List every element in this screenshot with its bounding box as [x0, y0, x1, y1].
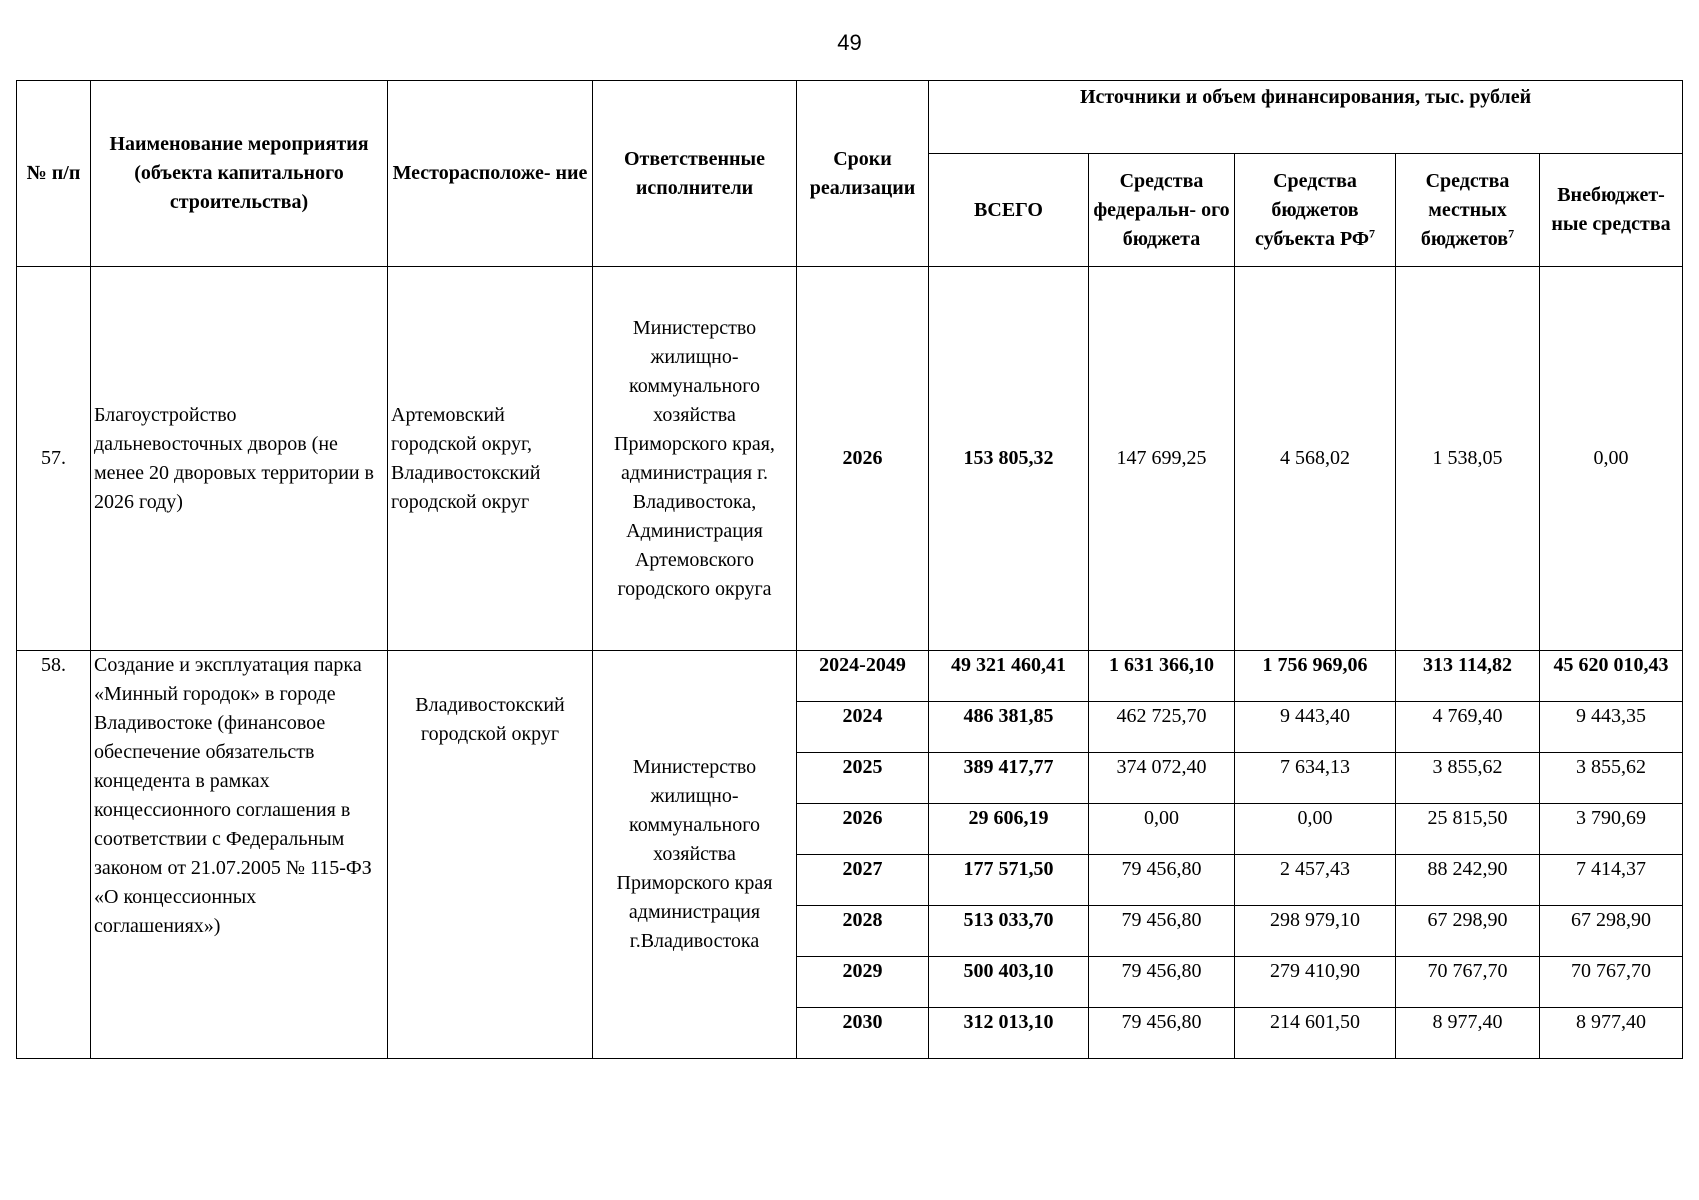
row58-year-4: 2027 [797, 855, 929, 906]
row58-year-5: 2028 [797, 906, 929, 957]
header-subject-footnote: 7 [1369, 225, 1376, 240]
header-num: № п/п [17, 81, 91, 267]
header-local-footnote: 7 [1508, 225, 1515, 240]
row58-local-5: 67 298,90 [1396, 906, 1540, 957]
row57-executors: Министерство жилищно-коммунального хозяйства Приморского края, администрация г. Владивостока, Администрация Артемовского городского округа [593, 267, 797, 651]
row58-federal-4: 79 456,80 [1089, 855, 1235, 906]
row58-federal-6: 79 456,80 [1089, 957, 1235, 1008]
row58-executors: Министерство жилищно-коммунального хозяйства Приморского края администрация г.Владивостока [593, 651, 797, 1059]
row58-offbudget-3: 3 790,69 [1540, 804, 1683, 855]
row58-year-3: 2026 [797, 804, 929, 855]
header-sources: Источники и объем финансирования, тыс. рублей [929, 81, 1683, 154]
row58-local-4: 88 242,90 [1396, 855, 1540, 906]
row57-subject: 4 568,02 [1235, 267, 1396, 651]
table-row-58-0 [17, 651, 1683, 702]
row58-offbudget-7: 8 977,40 [1540, 1008, 1683, 1059]
row57-offbudget: 0,00 [1540, 267, 1683, 651]
row58-subject-7: 214 601,50 [1235, 1008, 1396, 1059]
row58-total-5: 513 033,70 [929, 906, 1089, 957]
row58-year-2: 2025 [797, 753, 929, 804]
header-terms: Сроки реализации [797, 81, 929, 267]
row58-num: 58. [17, 651, 91, 1059]
row57-local: 1 538,05 [1396, 267, 1540, 651]
row58-federal-3: 0,00 [1089, 804, 1235, 855]
row58-offbudget-4: 7 414,37 [1540, 855, 1683, 906]
row58-total-4: 177 571,50 [929, 855, 1089, 906]
row58-subject-1: 9 443,40 [1235, 702, 1396, 753]
page-number: 49 [837, 30, 862, 55]
row58-total-3: 29 606,19 [929, 804, 1089, 855]
row58-subject-5: 298 979,10 [1235, 906, 1396, 957]
header-local [1396, 154, 1540, 267]
row57-num: 57. [17, 267, 91, 651]
row58-offbudget-0: 45 620 010,43 [1540, 651, 1683, 702]
row58-subject-3: 0,00 [1235, 804, 1396, 855]
row58-offbudget-1: 9 443,35 [1540, 702, 1683, 753]
row57-total: 153 805,32 [929, 267, 1089, 651]
row58-offbudget-5: 67 298,90 [1540, 906, 1683, 957]
financing-table [16, 80, 1683, 1059]
row58-total-6: 500 403,10 [929, 957, 1089, 1008]
row58-total-0: 49 321 460,41 [929, 651, 1089, 702]
row57-year: 2026 [797, 267, 929, 651]
table-row-57 [17, 267, 1683, 651]
header-name: Наименование мероприятия (объекта капитального строительства) [91, 81, 388, 267]
header-row-1 [17, 81, 1683, 154]
row58-local-1: 4 769,40 [1396, 702, 1540, 753]
row58-federal-1: 462 725,70 [1089, 702, 1235, 753]
row58-location: Владивостокский городской округ [388, 651, 593, 1059]
header-location: Месторасположе- ние [388, 81, 593, 267]
row58-offbudget-6: 70 767,70 [1540, 957, 1683, 1008]
row57-federal: 147 699,25 [1089, 267, 1235, 651]
row58-subject-6: 279 410,90 [1235, 957, 1396, 1008]
row58-name: Создание и эксплуатация парка «Минный городок» в городе Владивостоке (финансовое обеспечение обязательств концедента в рамках концессионного соглашения в соответствии с Федеральным законом от 21.07.2005 № 115-ФЗ «О концессионных соглашениях») [91, 651, 388, 1059]
row57-name: Благоустройство дальневосточных дворов (не менее 20 дворовых территории в 2026 году) [91, 267, 388, 651]
row58-subject-2: 7 634,13 [1235, 753, 1396, 804]
row58-local-3: 25 815,50 [1396, 804, 1540, 855]
row58-year-7: 2030 [797, 1008, 929, 1059]
row58-federal-5: 79 456,80 [1089, 906, 1235, 957]
row58-total-7: 312 013,10 [929, 1008, 1089, 1059]
header-total: ВСЕГО [929, 154, 1089, 267]
header-subject-label: Средства бюджетов субъекта РФ [1254, 169, 1370, 250]
row58-local-2: 3 855,62 [1396, 753, 1540, 804]
row58-year-6: 2029 [797, 957, 929, 1008]
row58-year-1: 2024 [797, 702, 929, 753]
row57-location: Артемовский городской округ, Владивостокский городской округ [388, 267, 593, 651]
row58-subject-4: 2 457,43 [1235, 855, 1396, 906]
header-local-label: Средства местных бюджетов [1420, 169, 1510, 250]
row58-year-0: 2024-2049 [797, 651, 929, 702]
header-subject [1235, 154, 1396, 267]
row58-federal-7: 79 456,80 [1089, 1008, 1235, 1059]
header-federal: Средства федеральн- ого бюджета [1089, 154, 1235, 267]
row58-federal-2: 374 072,40 [1089, 753, 1235, 804]
row58-local-6: 70 767,70 [1396, 957, 1540, 1008]
row58-offbudget-2: 3 855,62 [1540, 753, 1683, 804]
header-executors: Ответственные исполнители [593, 81, 797, 267]
header-offbudget: Внебюджет- ные средства [1540, 154, 1683, 267]
row58-total-1: 486 381,85 [929, 702, 1089, 753]
row58-local-7: 8 977,40 [1396, 1008, 1540, 1059]
row58-subject-0: 1 756 969,06 [1235, 651, 1396, 702]
row58-total-2: 389 417,77 [929, 753, 1089, 804]
row58-federal-0: 1 631 366,10 [1089, 651, 1235, 702]
row58-local-0: 313 114,82 [1396, 651, 1540, 702]
